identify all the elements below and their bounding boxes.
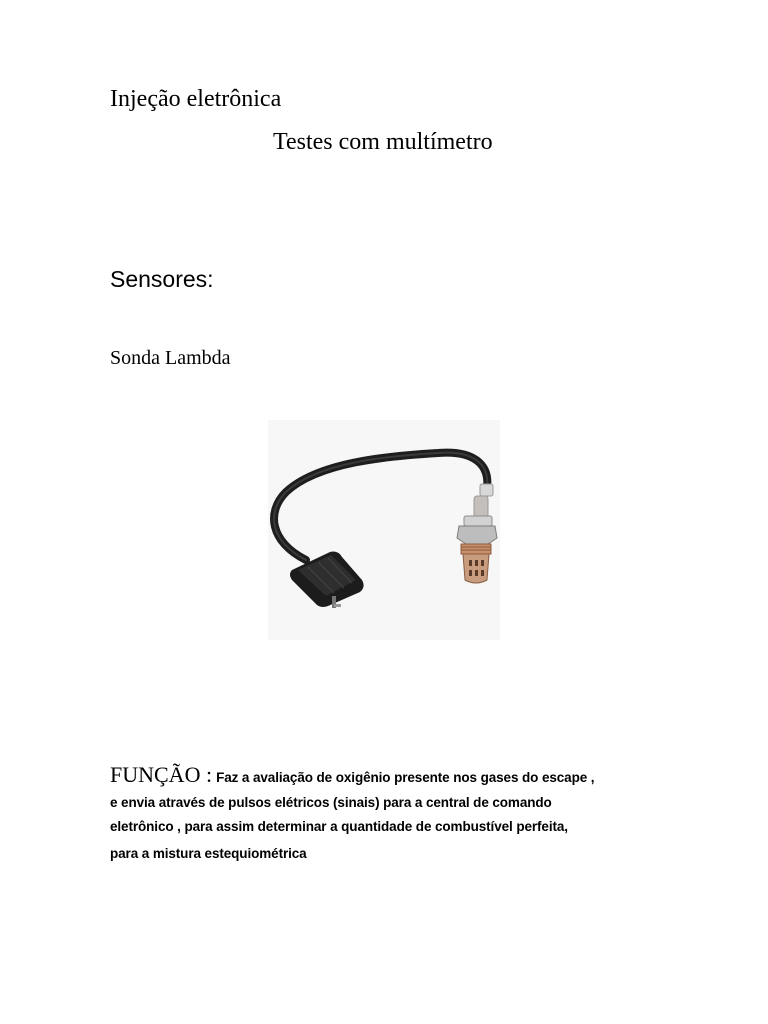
function-text-line: Faz a avaliação de oxigênio presente nos gases do escape , (216, 770, 595, 785)
document-title: Injeção eletrônica (110, 86, 282, 112)
function-text-line: e envia através de pulsos elétricos (sinais) para a central de comando (110, 795, 552, 810)
function-description (110, 762, 670, 866)
section-heading: Sensores: (110, 266, 214, 292)
function-text-line: eletrônico , para assim determinar a quantidade de combustível perfeita, (110, 819, 568, 834)
document-subtitle: Testes com multímetro (273, 129, 493, 155)
oxygen-sensor-image (268, 420, 500, 640)
function-text-line: para a mistura estequiométrica (110, 846, 307, 861)
sensor-probe (457, 484, 497, 583)
sensor-cable (274, 453, 487, 560)
function-label: FUNÇÃO : (110, 762, 213, 787)
sensor-name: Sonda Lambda (110, 347, 231, 369)
